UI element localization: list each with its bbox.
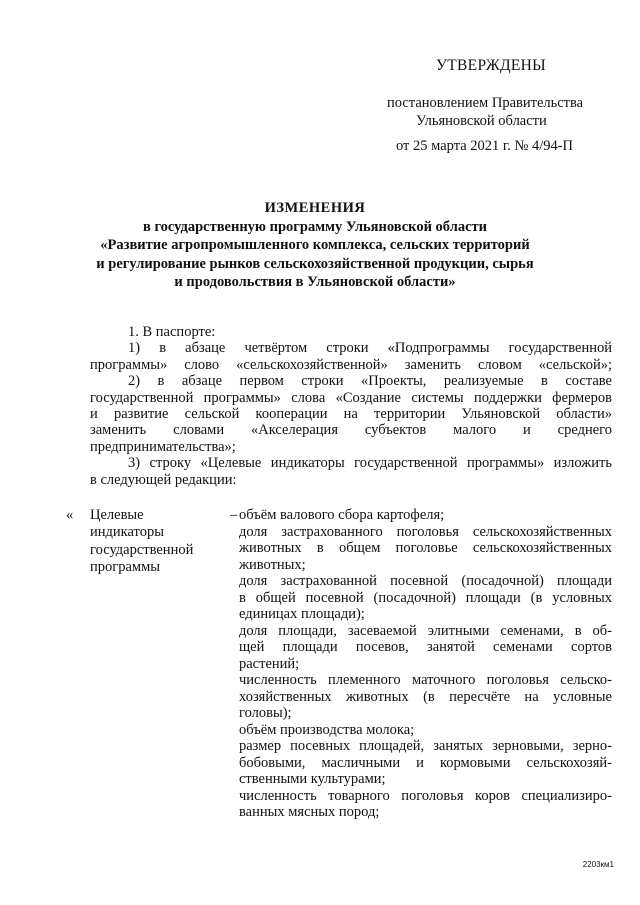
- indicator-line: щей площади посевов, занятой семенами сортов: [239, 639, 612, 655]
- indicators-label-line: государственной: [90, 541, 194, 558]
- indicator-line: численность товарного поголовья коров специализиро-: [239, 787, 612, 804]
- paragraph-1-3-line-1: 3) строку «Целевые индикаторы государственной программы» изложить: [128, 455, 612, 472]
- indicator-line: ванных мясных пород;: [239, 804, 380, 820]
- dash-separator: –: [230, 507, 238, 523]
- indicators-label-line: индикаторы: [90, 524, 164, 541]
- indicators-list: [239, 507, 612, 821]
- indicators-label: [90, 507, 220, 577]
- paragraph-1-2-line-1: 2) в абзаце первом строки «Проекты, реализуемые в составе: [128, 373, 612, 390]
- indicator-line: бобовыми, масличными и кормовыми сельскохозяй-: [239, 754, 612, 771]
- indicator-line: доля застрахованной посевной (посадочной) площади: [239, 573, 612, 589]
- indicator-line: доля застрахованного поголовья сельскохозяйственных: [239, 523, 612, 540]
- paragraph-1-2-line-4: заменить словами «Акселерация субъектов малого и среднего: [90, 422, 612, 439]
- title-main: ИЗМЕНЕНИЯ: [264, 200, 366, 216]
- title-line-1: в государственную программу Ульяновской области: [142, 218, 487, 235]
- indicator-line: растений;: [239, 655, 300, 672]
- title-line-3: и регулирование рынков сельскохозяйственной продукции, сырья: [96, 255, 534, 272]
- decree-line-2: Ульяновской области: [416, 113, 547, 129]
- paragraph-item-1: 1. В паспорте:: [128, 324, 216, 340]
- title-line-4: и продовольствия в Ульяновской области»: [174, 274, 456, 291]
- indicators-label-line: Целевые: [90, 507, 144, 523]
- indicator-line: численность племенного маточного поголовья сельско-: [239, 672, 612, 688]
- decree-date: от 25 марта 2021 г. № 4/94-П: [396, 138, 574, 154]
- indicator-line: хозяйственных животных (в пересчёте на условные: [239, 688, 612, 705]
- indicator-line: животных;: [239, 556, 306, 573]
- indicator-line: животных в общем поголовье сельскохозяйственных: [239, 540, 612, 556]
- approval-stamp-title: УТВЕРЖДЕНЫ: [436, 57, 546, 74]
- paragraph-1-1-line-1: 1) в абзаце четвёртом строки «Подпрограммы государственной: [128, 340, 612, 357]
- indicator-line: объём валового сбора картофеля;: [239, 507, 445, 523]
- document-title: [90, 199, 540, 292]
- title-line-2: «Развитие агропромышленного комплекса, сельских территорий: [100, 237, 530, 254]
- paragraph-1-1-line-2: программы» слово «сельскохозяйственной» заменить словом «сельской»;: [90, 356, 612, 373]
- decree-line-1: постановлением Правительства: [387, 95, 584, 111]
- open-quote: «: [66, 507, 74, 523]
- paragraph-1-3-line-2: в следующей редакции:: [90, 471, 237, 488]
- paragraph-1-2-line-2: государственной программы» слова «Создание системы поддержки фермеров: [90, 389, 612, 406]
- paragraph-1-2-line-5: предпринимательства»;: [90, 438, 236, 455]
- indicator-line: доля площади, засеваемой элитными семенами, в об-: [239, 622, 612, 639]
- indicators-label-line: программы: [90, 559, 160, 576]
- indicator-line: размер посевных площадей, занятых зерновыми, зерно-: [239, 738, 612, 754]
- indicator-line: в общей посевной (посадочной) площади (в условных: [239, 589, 612, 606]
- indicator-line: единицах площади);: [239, 606, 365, 622]
- indicator-line: объём производства молока;: [239, 721, 415, 738]
- page-footer-code: 2203км1: [582, 860, 614, 869]
- paragraph-1-2-line-3: и развитие сельской кооперации на территории Ульяновской области»: [90, 406, 612, 423]
- document-body: [90, 324, 612, 488]
- indicator-line: ственными культурами;: [239, 771, 386, 787]
- indicator-line: головы);: [239, 705, 292, 721]
